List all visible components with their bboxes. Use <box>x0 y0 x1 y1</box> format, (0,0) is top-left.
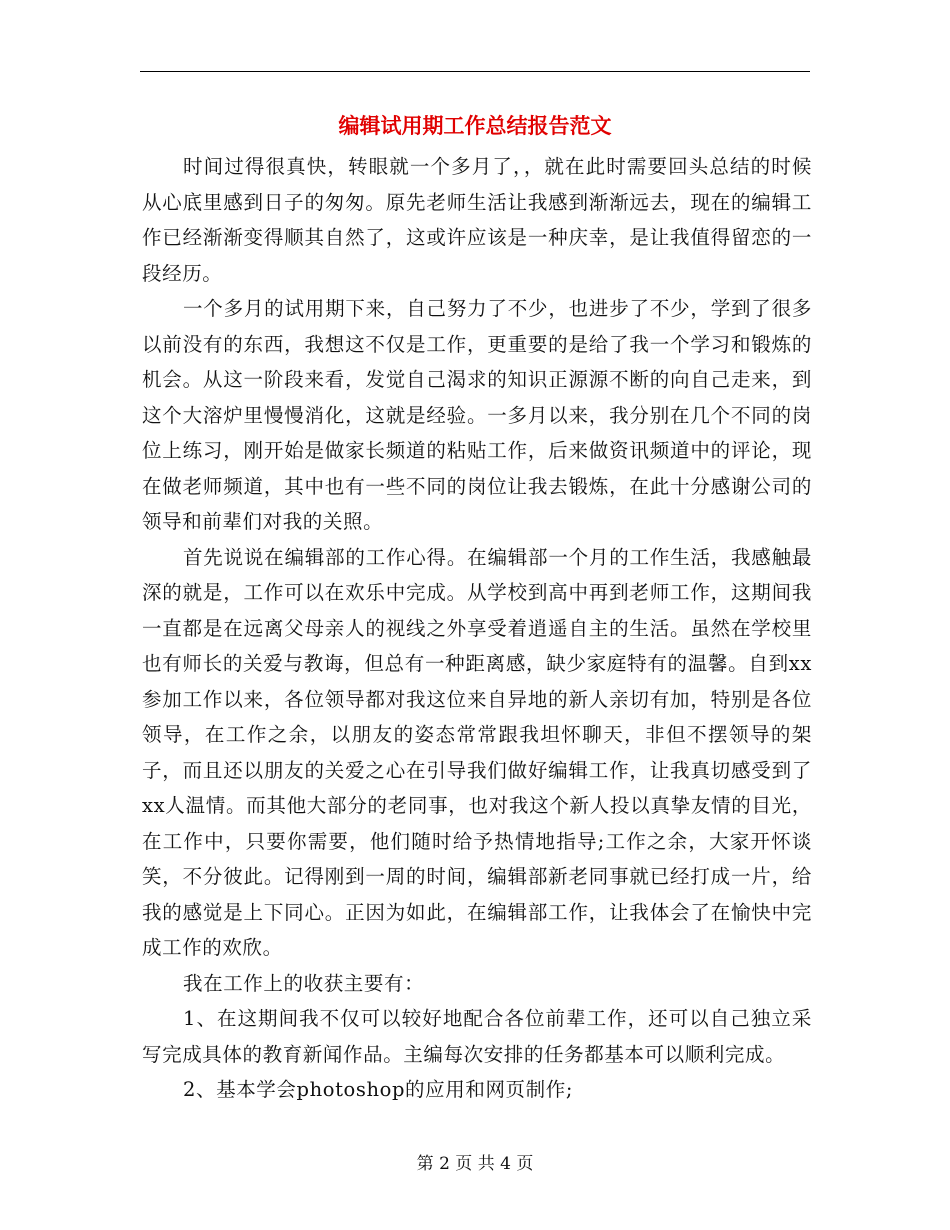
list-item: 2、基本学会photoshop的应用和网页制作; <box>183 1078 574 1101</box>
paragraph: 首先说说在编辑部的工作心得。在编辑部一个月的工作生活，我感触最深的就是，工作可以在欢乐中完成。从学校到高中再到老师工作，这期间我一直都是在远离父母亲人的视线之外享受着逍遥自主的生活。虽然在学校里也有师长的关爱与教诲，但总有一种距离感，缺少家庭特有的温馨。自到xx参加工作以来，各位领导都对我这位来自异地的新人亲切有加，特别是各位领导，在工作之余，以朋友的姿态常常跟我坦怀聊天，非但不摆领导的架子，而且还以朋友的关爱之心在引导我们做好编辑工作，让我真切感受到了xx人温情。而其他大部分的老同事，也对我这个新人投以真挚友情的目光，在工作中，只要你需要，他们随时给予热情地指导;工作之余，大家开怀谈笑，不分彼此。记得刚到一周的时间，编辑部新老同事就已经打成一片，给我的感觉是上下同心。正因为如此，在编辑部工作，让我体会了在愉快中完成工作的欢欣。 <box>142 545 812 959</box>
paragraph: 一个多月的试用期下来，自己努力了不少，也进步了不少，学到了很多以前没有的东西，我想这不仅是工作，更重要的是给了我一个学习和锻炼的机会。从这一阶段来看，发觉自己渴求的知识正源源不断的向自己走来，到这个大溶炉里慢慢消化，这就是经验。一多月以来，我分别在几个不同的岗位上练习，刚开始是做家长频道的粘贴工作，后来做资讯频道中的评论，现在做老师频道，其中也有一些不同的岗位让我去锻炼，在此十分感谢公司的领导和前辈们对我的关照。 <box>142 297 812 533</box>
document-title: 编辑试用期工作总结报告范文 <box>338 113 612 138</box>
paragraph: 我在工作上的收获主要有： <box>183 971 425 995</box>
paragraph: 时间过得很真快，转眼就一个多月了，，就在此时需要回头总结的时候从心底里感到日子的匆匆。原先老师生活让我感到渐渐远去，现在的编辑工作已经渐渐变得顺其自然了，这或许应该是一种庆幸，是让我值得留恋的一段经历。 <box>142 155 812 285</box>
page-number-footer: 第 2 页 共 4 页 <box>416 1154 534 1174</box>
header-rule <box>140 71 810 72</box>
list-item: 1、在这期间我不仅可以较好地配合各位前辈工作，还可以自己独立采写完成具体的教育新闻作品。主编每次安排的任务都基本可以顺利完成。 <box>142 1007 812 1066</box>
document-body <box>142 149 812 1108</box>
